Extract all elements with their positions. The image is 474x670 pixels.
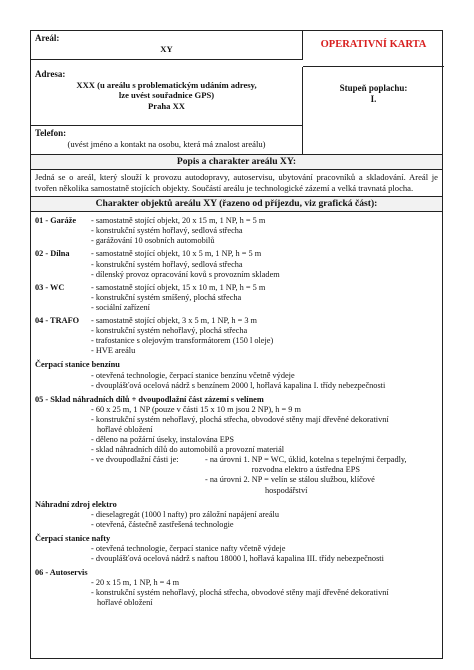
cerpaci-nafta-title: Čerpací stanice nafty (35, 533, 111, 543)
object-02 (35, 249, 438, 279)
list-item: - konstrukční systém nehořlavý, plochá střecha, obvodové stěny mají dřevěné dekorativní (91, 588, 389, 598)
object-item: - konstrukční systém smíšený, plochá střecha (91, 292, 242, 302)
list-item: - otevřená, částečně zastřešená technologie (91, 519, 234, 529)
stupen-value: I. (370, 94, 377, 104)
list-item: - otevřená technologie, čerpací stanice benzínu včetně výdeje (91, 370, 295, 380)
split-b: - na úrovni 2. NP = velín se stálou službou, klíčové (205, 475, 375, 485)
areal-cell (31, 31, 303, 60)
charakter-title: Charakter objektů areálu XY (řazeno od příjezdu, viz grafická část): (31, 196, 442, 212)
object-item: - samostatně stojící objekt, 15 x 10 m, 1 NP, h = 5 m (91, 282, 266, 292)
areal-label: Areál: (35, 33, 60, 43)
object-item: - trafostanice s olejovým transformátorem (150 l oleje) (91, 336, 274, 346)
object-item: - samostatně stojící objekt, 3 x 5 m, 1 NP, h = 3 m (91, 316, 257, 326)
list-item: - sklad náhradních dílů do automobilů a provozní materiál (91, 445, 285, 455)
areal-value: XY (160, 43, 173, 54)
popis-title: Popis a charakter areálu XY: (31, 155, 442, 170)
list-item: - děleno na požární úseky, instalována EPS (91, 435, 235, 445)
sklad-split (35, 455, 438, 495)
stupen-label: Stupeň poplachu: (339, 83, 408, 93)
stupen-cell (303, 67, 444, 154)
adresa-label: Adresa: (35, 69, 66, 79)
adresa-cell (31, 67, 303, 126)
list-item: - otevřená technologie, čerpací stanice nafty včetně výdeje (91, 544, 286, 553)
split-b2: hospodářství (265, 485, 308, 495)
object-item: - samostatně stojící objekt, 10 x 5 m, 1 NP, h = 5 m (91, 249, 262, 259)
list-item: - 20 x 15 m, 1 NP, h = 4 m (91, 578, 180, 588)
split-a: - na úrovni 1. NP = WC, úklid, kotelna s tepelnými čerpadly, (205, 455, 407, 465)
popis-text: Jedná se o areál, který slouží k provozu autodopravy, autoservisu, ubytování pracovníků a skladování. Areál je tvořen několika samostatně stojících objekty. Součástí areálu je technologické zázemí a velká travnatá plocha. (35, 172, 438, 193)
sklad-title: 05 - Sklad náhradních dílů + dvoupodlažní část zázemí s velínem (35, 394, 264, 404)
telefon-cell (31, 126, 303, 154)
object-name: 01 - Garáže (35, 216, 77, 226)
charakter-body (31, 212, 442, 608)
telefon-value: (uvést jméno a kontakt na osobu, která má znalost areálu) (67, 138, 266, 149)
object-01 (35, 216, 438, 246)
cerpaci-benzin-title: Čerpací stanice benzínu (35, 360, 120, 370)
list-item: - dieselagregát (1000 l nafty) pro záložní napájení areálu (91, 509, 279, 519)
header-grid (31, 31, 442, 155)
list-item: hořlavé obložení (97, 424, 153, 434)
object-item: - konstrukční systém nehořlavý, plochá střecha (91, 326, 248, 336)
split-a2: rozvodna elektro a ústředna EPS (251, 465, 360, 475)
object-name: 03 - WC (35, 282, 65, 292)
object-item: - HVE areálu (91, 346, 136, 356)
operative-card (30, 30, 443, 659)
list-item: - dvouplášťová ocelová nádrž s naftou 18000 l, hořlavá kapalina III. třídy nebezpečnosti (91, 554, 384, 564)
object-item: - samostatně stojící objekt, 20 x 15 m, 1 NP, h = 5 m (91, 216, 266, 226)
object-name: 04 - TRAFO (35, 316, 80, 326)
list-item: - dvouplášťová ocelová nádrž s benzínem 2000 l, hořlavá kapalina I. třídy nebezpečnosti (91, 380, 386, 390)
list-item: hořlavé obložení (97, 598, 153, 608)
object-item: - dílenský provoz opracování kovů s provozním skladem (91, 269, 280, 279)
object-item: - konstrukční systém hořlavý, sedlová střecha (91, 259, 243, 269)
object-04 (35, 316, 438, 356)
split-lead: - ve dvoupodlažní části je: (91, 455, 179, 465)
object-item: - garážování 10 osobních automobilů (91, 236, 215, 246)
object-item: - konstrukční systém hořlavý, sedlová střecha (91, 226, 243, 236)
telefon-label: Telefon: (35, 128, 67, 138)
adresa-line-2: lze uvést souřadnice GPS) (118, 90, 215, 101)
object-03 (35, 283, 438, 313)
autoservis-title: 06 - Autoservis (35, 568, 88, 578)
zdroj-title: Náhradní zdroj elektro (35, 499, 117, 509)
list-item: - 60 x 25 m, 1 NP (pouze v části 15 x 10 m jsou 2 NP), h = 9 m (91, 404, 301, 414)
object-item: - sociální zařízení (91, 302, 150, 312)
card-title: OPERATIVNÍ KARTA (303, 31, 444, 67)
adresa-line-1: XXX (u areálu s problematickým udáním adresy, (76, 79, 257, 90)
adresa-line-3: Praha XX (148, 100, 185, 111)
object-name: 02 - Dílna (35, 249, 70, 259)
list-item: - konstrukční systém nehořlavý, plochá střecha, obvodové stěny mají dřevěné dekorativní (91, 414, 389, 424)
